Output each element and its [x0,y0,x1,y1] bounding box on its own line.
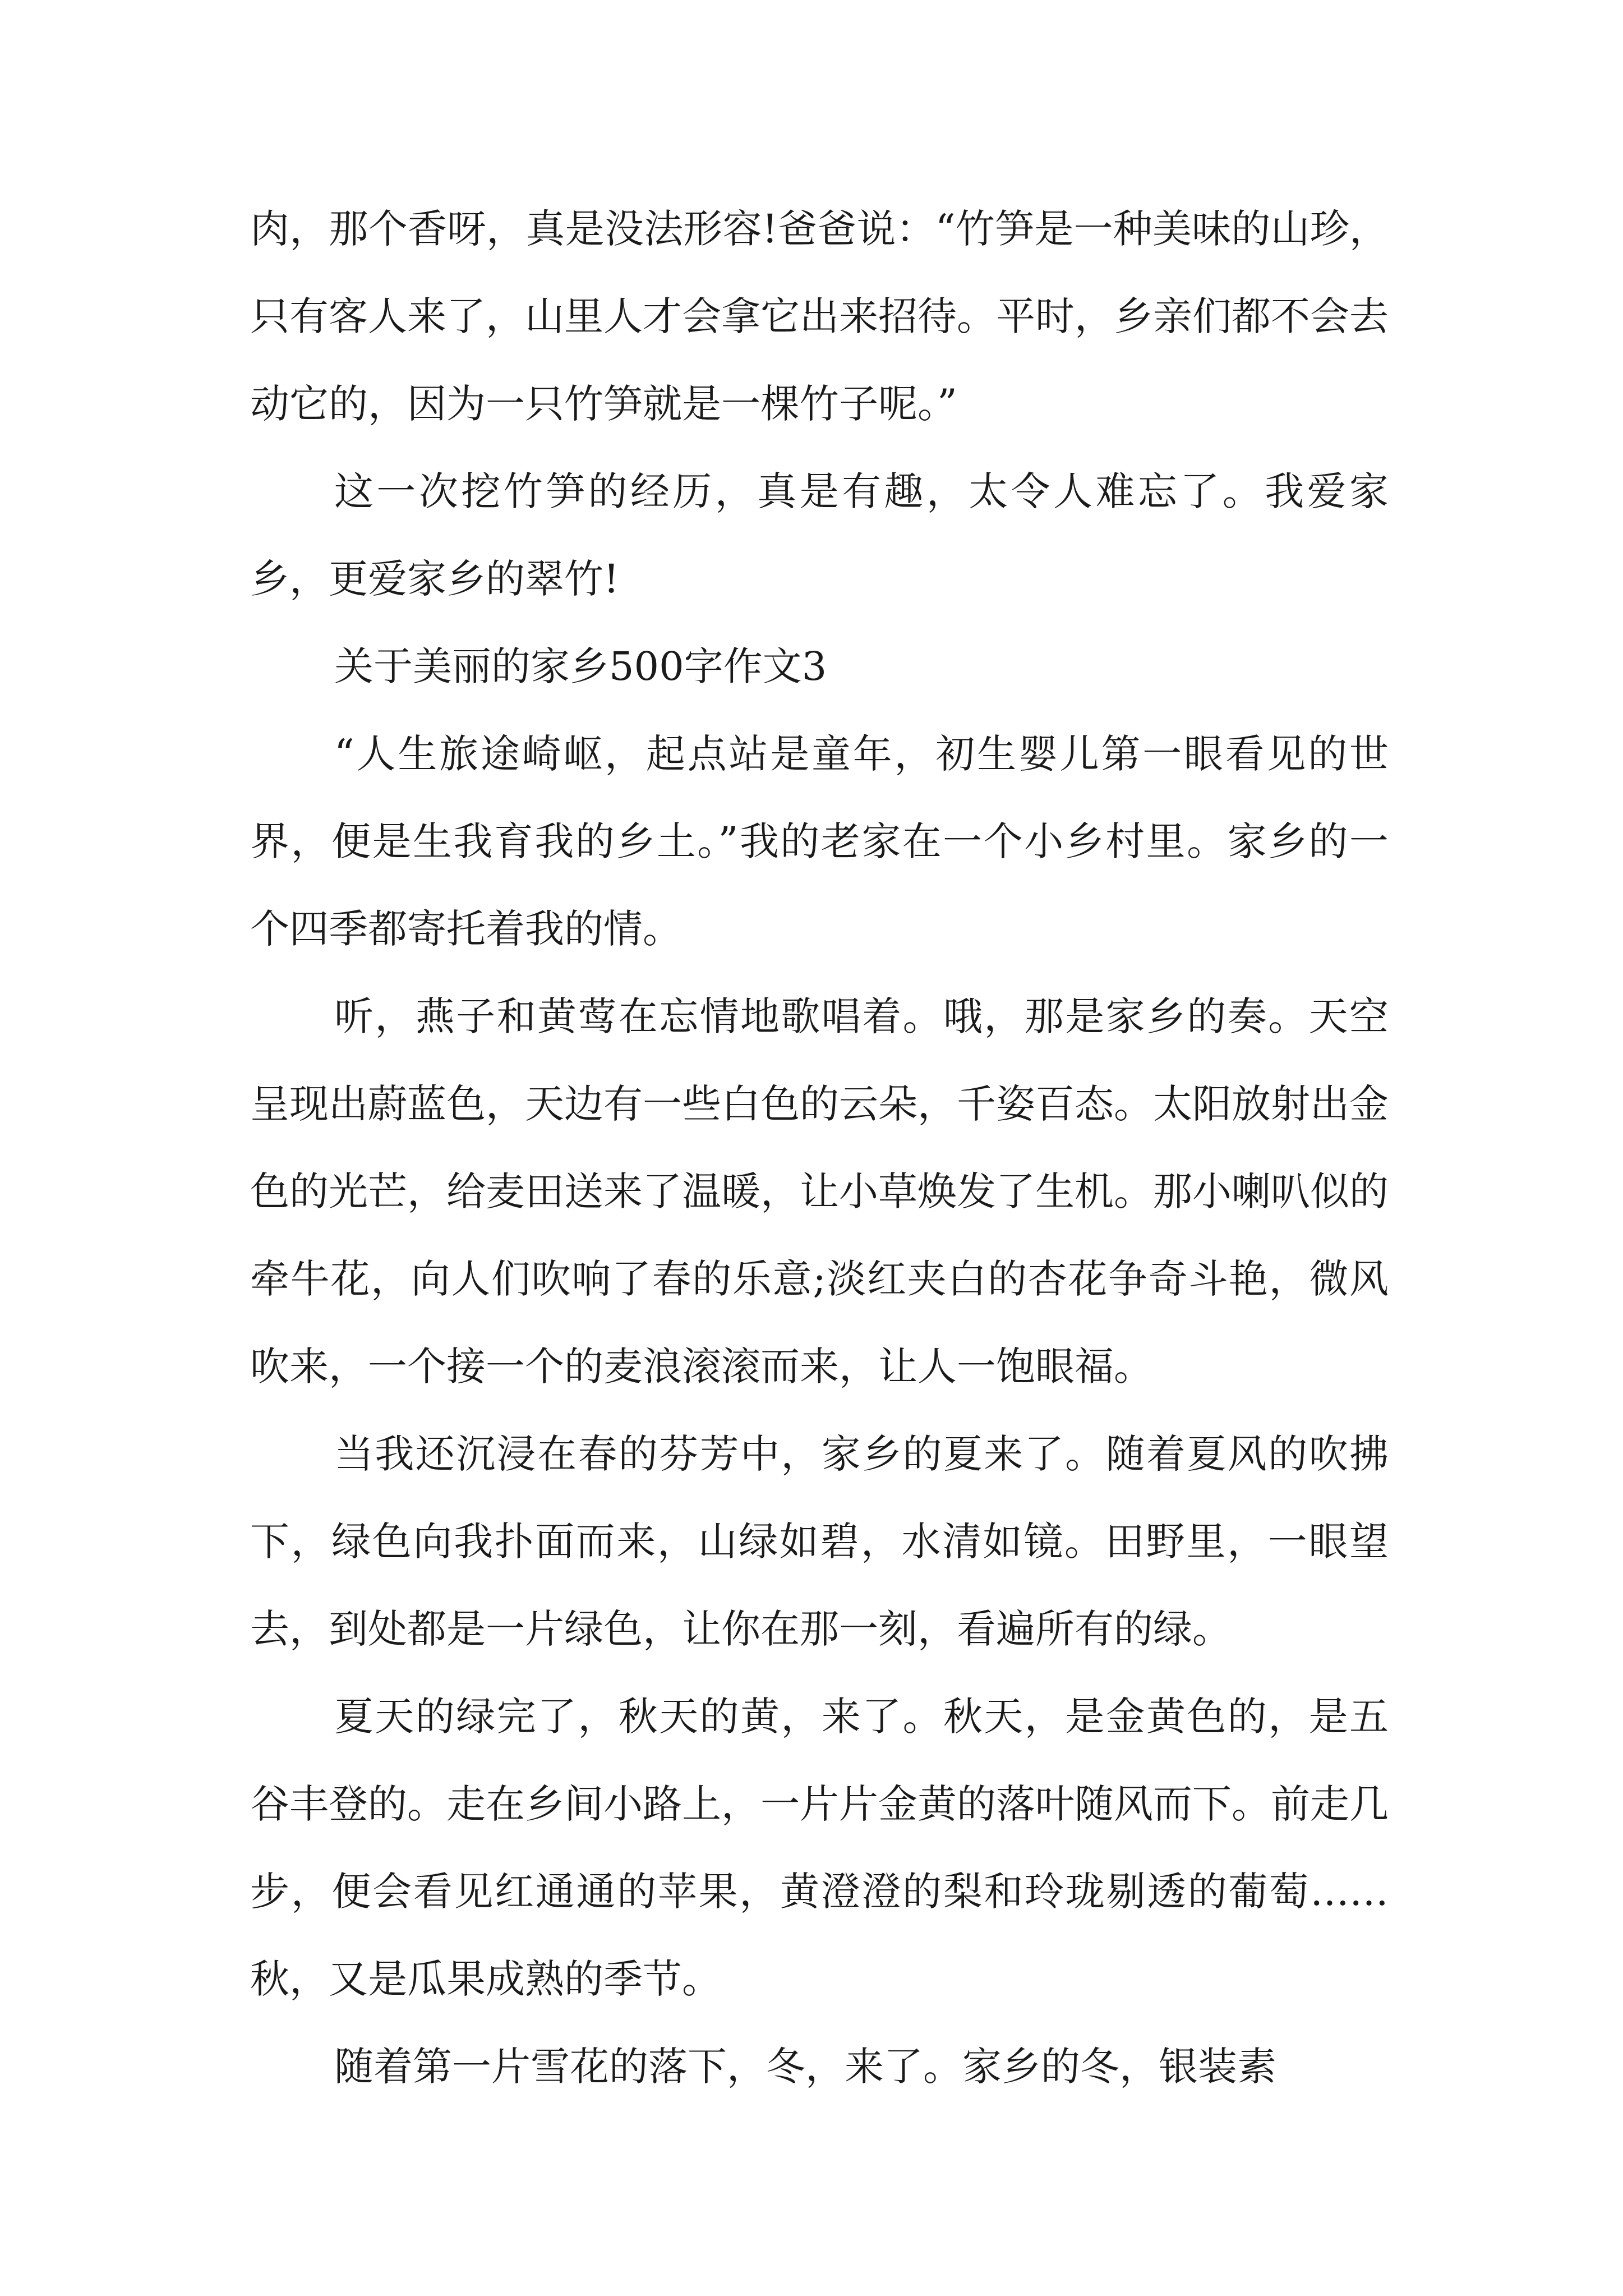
paragraph-3: “人生旅途崎岖，起点站是童年，初生婴儿第一眼看见的世界，便是生我育我的乡土。”我的老家在一个小乡村里。家乡的一个四季都寄托着我的情。 [250,731,1389,952]
paragraph-6: 夏天的绿完了，秋天的黄，来了。秋天，是金黄色的，是五谷丰登的。走在乡间小路上，一片片金黄的落叶随风而下。前走几步，便会看见红通通的苹果，黄澄澄的梨和玲珑剔透的葡萄……秋，又是瓜果成熟的季节。 [250,1694,1389,2002]
paragraph-4: 听，燕子和黄莺在忘情地歌唱着。哦，那是家乡的奏。天空呈现出蔚蓝色，天边有一些白色的云朵，千姿百态。太阳放射出金色的光芒，给麦田送来了温暖，让小草焕发了生机。那小喇叭似的牵牛花，向人们吹响了春的乐意;淡红夹白的杏花争奇斗艳，微风吹来，一个接一个的麦浪滚滚而来，让人一饱眼福。 [250,993,1389,1389]
essay-heading: 关于美丽的家乡500字作文3 [334,643,827,689]
paragraph-7: 随着第一片雪花的落下，冬，来了。家乡的冬，银装素 [334,2044,1276,2090]
paragraph-2: 这一次挖竹笋的经历，真是有趣，太令人难忘了。我爱家乡，更爱家乡的翠竹! [250,468,1389,602]
paragraph-5: 当我还沉浸在春的芬芳中，家乡的夏来了。随着夏风的吹拂下，绿色向我扑面而来，山绿如碧，水清如镜。田野里，一眼望去，到处都是一片绿色，让你在那一刻，看遍所有的绿。 [250,1431,1389,1652]
paragraph-1: 肉，那个香呀，真是没法形容!爸爸说：“竹笋是一种美味的山珍，只有客人来了，山里人才会拿它出来招待。平时，乡亲们都不会去动它的，因为一只竹笋就是一棵竹子呢。” [250,206,1389,427]
document-page [250,185,1389,2110]
